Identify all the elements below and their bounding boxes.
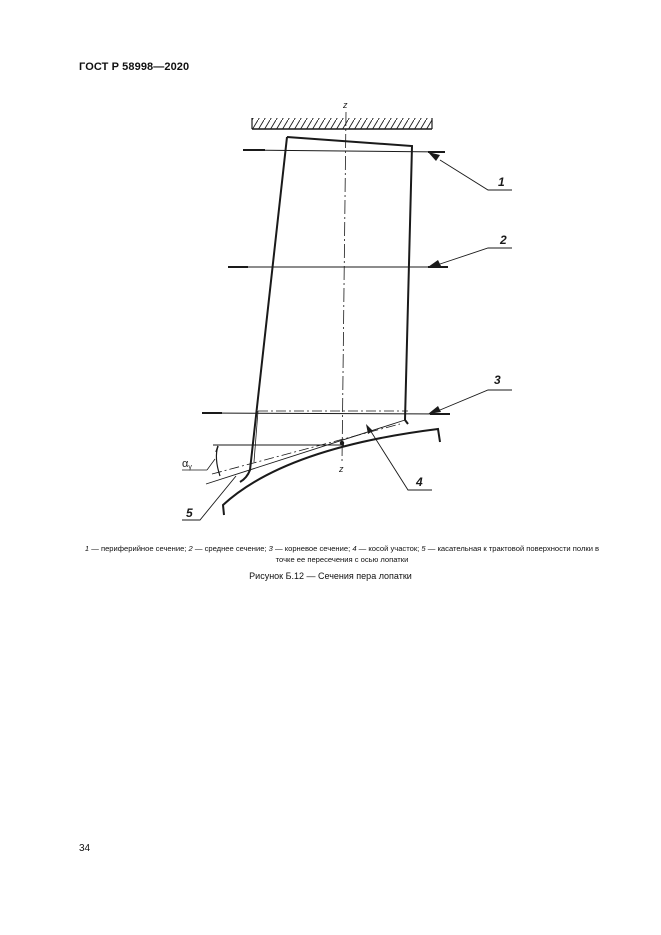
legend-item-4: 4 — косой участок; <box>352 544 422 553</box>
legend-item-1: 1 — периферийное сечение; <box>84 544 189 553</box>
section-line-1 <box>243 150 445 152</box>
callout-2 <box>428 233 512 267</box>
z-axis-label-top: z <box>343 100 348 110</box>
z-axis <box>342 112 346 462</box>
angle-subscript: γ <box>188 464 192 471</box>
figure-legend <box>80 543 604 565</box>
top-support <box>252 118 432 129</box>
legend-item-5: 5 — касательная к трактовой поверхности полки в точке ее пересечения с осью лопатки <box>275 544 600 564</box>
figure-caption: Рисунок Б.12 — Сечения пера лопатки <box>249 571 412 581</box>
blade-outline <box>240 137 412 482</box>
callout-4-label: 4 <box>416 475 423 489</box>
section-line-3 <box>202 411 450 462</box>
svg-text:αγ <box>182 458 192 471</box>
legend-item-2: 2 — среднее сечение; <box>188 544 269 553</box>
callout-3-label: 3 <box>494 373 501 387</box>
legend-item-3: 3 — корневое сечение; <box>268 544 353 553</box>
tangent-line-5 <box>206 420 405 484</box>
callout-5-label: 5 <box>186 506 193 520</box>
angle-marker <box>182 446 220 476</box>
callout-2-label: 2 <box>500 233 507 247</box>
callout-3 <box>428 373 512 414</box>
callout-1-label: 1 <box>498 175 505 189</box>
z-axis-label-bottom: z <box>339 464 344 474</box>
document-header: ГОСТ Р 58998—2020 <box>79 61 190 73</box>
angle-symbol: α <box>182 458 189 470</box>
callout-1 <box>428 152 512 190</box>
page-number: 34 <box>79 843 91 854</box>
axis-intersection-point <box>340 441 344 445</box>
